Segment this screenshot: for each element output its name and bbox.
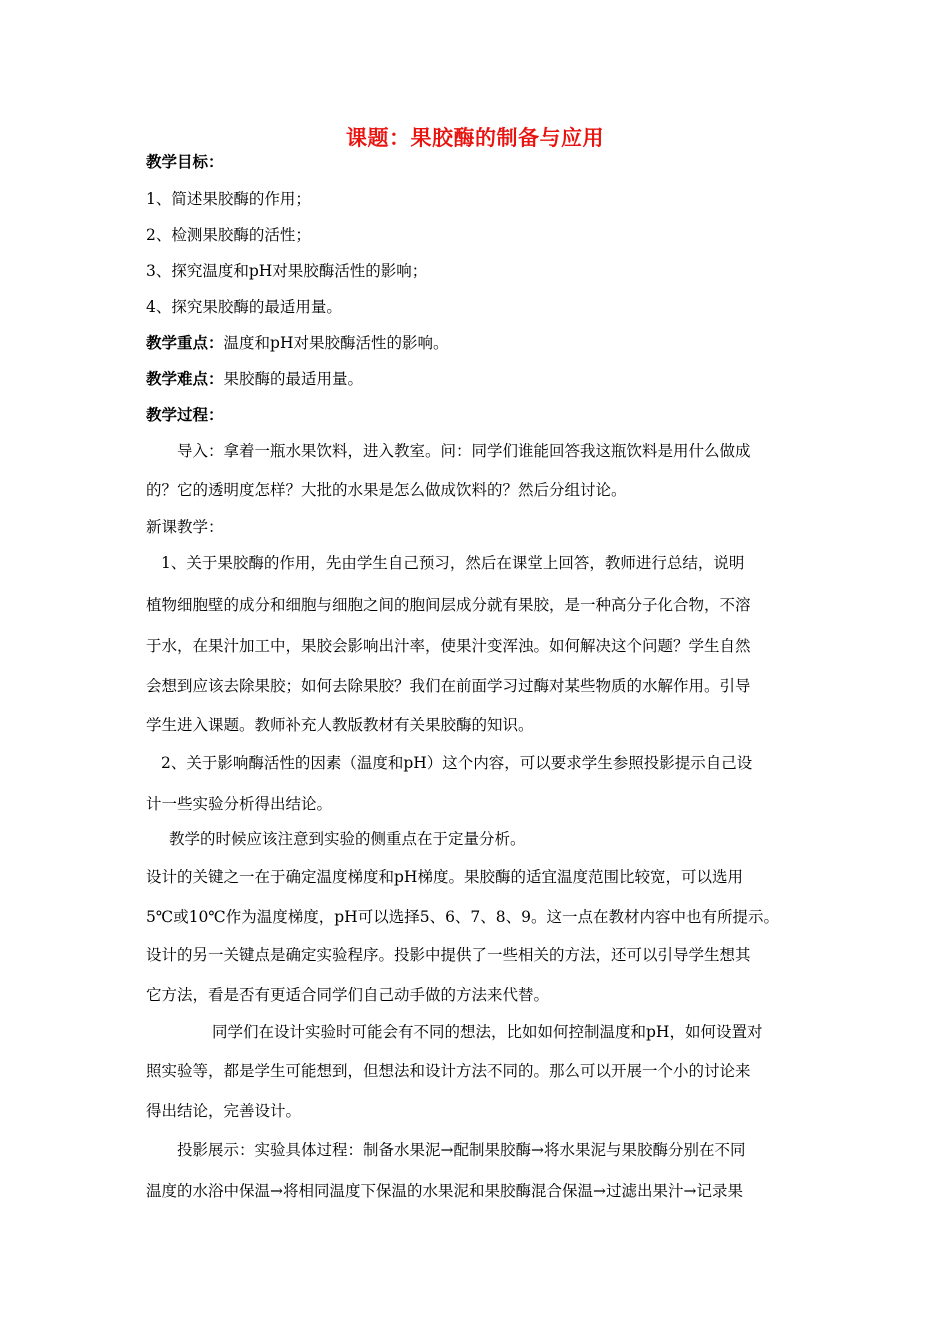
paragraph-line: 投影展示：实验具体过程：制备水果泥→配制果胶酶→将水果泥与果胶酶分别在不同 [177,1141,746,1159]
paragraph-line: 导入：拿着一瓶水果饮料，进入教室。问：同学们谁能回答我这瓶饮料是用什么做成 [177,442,751,460]
key-point-text: 温度和pH对果胶酶活性的影响。 [223,334,449,352]
paragraph-line: 设计的另一关键点是确定实验程序。投影中提供了一些相关的方法，还可以引导学生想其 [146,946,751,964]
paragraph-line: 它方法，看是否有更适合同学们自己动手做的方法来代替。 [146,986,550,1004]
difficulty-text: 果胶酶的最适用量。 [223,370,364,388]
paragraph-line: 温度的水浴中保温→将相同温度下保温的水果泥和果胶酶混合保温→过滤出果汁→记录果 [146,1182,743,1200]
paragraph-line: 学生进入课题。教师补充人教版教材有关果胶酶的知识。 [146,716,534,734]
paragraph-line: 1、关于果胶酶的作用，先由学生自己预习，然后在课堂上回答，教师进行总结，说明 [161,554,745,572]
goal-item-2: 2、检测果胶酶的活性； [146,226,311,244]
difficulty-label: 教学难点： [146,370,224,388]
key-point-line [146,333,811,353]
process-heading: 教学过程： [146,406,224,424]
paragraph-line: 计一些实验分析得出结论。 [146,795,333,813]
paragraph-line: 教学的时候应该注意到实验的侧重点在于定量分析。 [169,830,526,848]
paragraph-line: 2、关于影响酶活性的因素（温度和pH）这个内容，可以要求学生参照投影提示自己设 [161,754,753,772]
key-point-label: 教学重点： [146,334,224,352]
difficulty-line [146,369,811,389]
paragraph-line: 设计的关键之一在于确定温度梯度和pH梯度。果胶酶的适宜温度范围比较宽，可以选用 [146,868,743,886]
paragraph-line: 5℃或10℃作为温度梯度，pH可以选择5、6、7、8、9。这一点在教材内容中也有所提示。 [146,908,780,926]
goal-item-3: 3、探究温度和pH对果胶酶活性的影响； [146,262,428,280]
goal-item-1: 1、简述果胶酶的作用； [146,190,311,208]
goal-item-4: 4、探究果胶酶的最适用量。 [146,298,342,316]
document-title: 课题：果胶酶的制备与应用 [346,126,604,150]
section-heading-new-lesson: 新课教学： [146,518,224,536]
paragraph-line: 会想到应该去除果胶；如何去除果胶？我们在前面学习过酶对某些物质的水解作用。引导 [146,677,751,695]
goals-heading: 教学目标： [146,153,224,171]
paragraph-line: 的？它的透明度怎样？大批的水果是怎么做成饮料的？然后分组讨论。 [146,481,627,499]
paragraph-line: 同学们在设计实验时可能会有不同的想法，比如如何控制温度和pH，如何设置对 [212,1023,763,1041]
paragraph-line: 于水，在果汁加工中，果胶会影响出汁率，使果汁变浑浊。如何解决这个问题？学生自然 [146,637,751,655]
paragraph-line: 照实验等，都是学生可能想到，但想法和设计方法不同的。那么可以开展一个小的讨论来 [146,1062,751,1080]
paragraph-line: 得出结论，完善设计。 [146,1102,302,1120]
paragraph-line: 植物细胞壁的成分和细胞与细胞之间的胞间层成分就有果胶，是一种高分子化合物，不溶 [146,596,751,614]
